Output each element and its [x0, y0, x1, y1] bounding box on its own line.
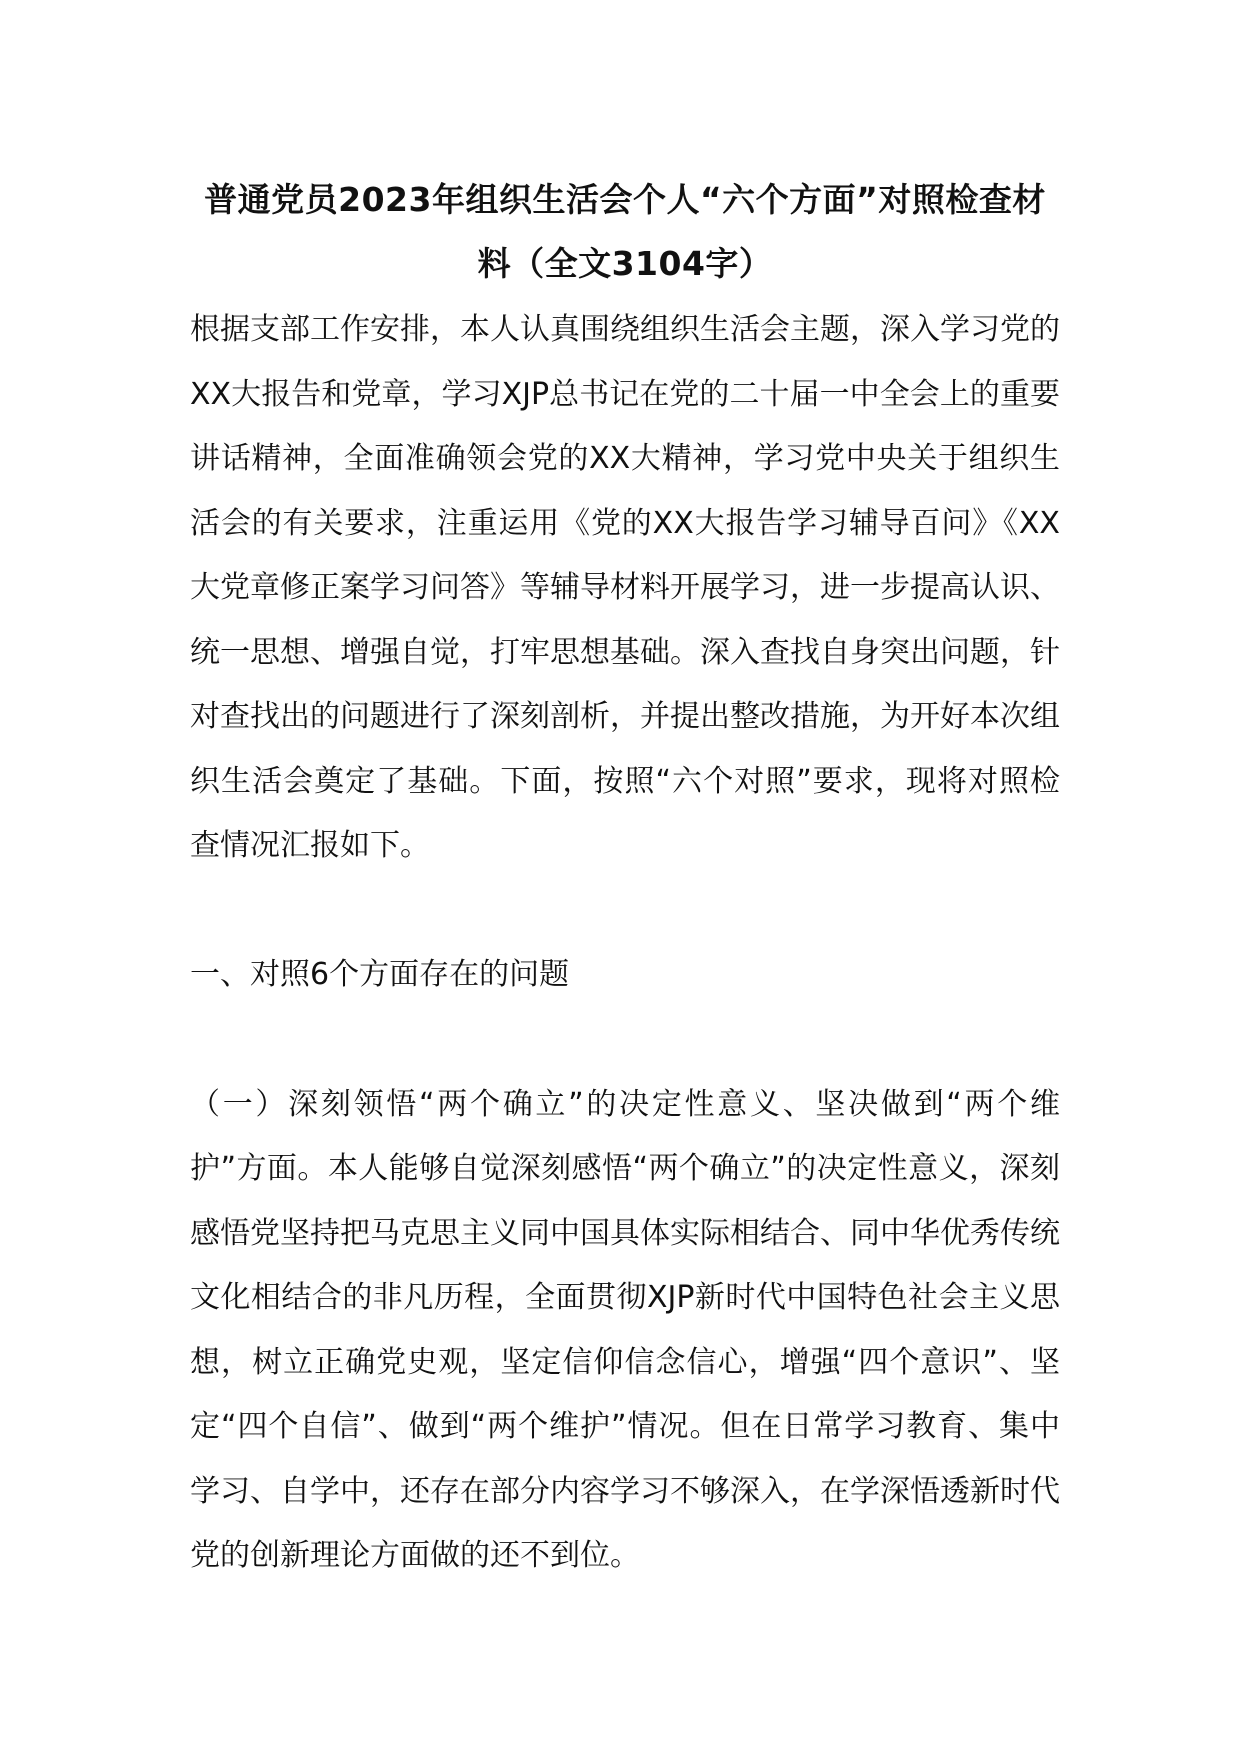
document-body [190, 168, 1060, 1589]
section-paragraph: （一）深刻领悟“两个确立”的决定性意义、坚决做到“两个维护”方面。本人能够自觉深刻感悟“两个确立”的决定性意义，深刻感悟党坚持把马克思主义同中国具体实际相结合、同中华优秀传统文化相结合的非凡历程，全面贯彻XJP新时代中国特色社会主义思想，树立正确党史观，坚定信仰信念信心，增强“四个意识”、坚定“四个自信”、做到“两个维护”情况。但在日常学习教育、集中学习、自学中，还存在部分内容学习不够深入，在学深悟透新时代党的创新理论方面做的还不到位。 [190, 1086, 1060, 1573]
intro-paragraph: 根据支部工作安排，本人认真围绕组织生活会主题，深入学习党的XX大报告和党章，学习XJP总书记在党的二十届一中全会上的重要讲话精神，全面准确领会党的XX大精神，学习党中央关于组织生活会的有关要求，注重运用《党的XX大报告学习辅导百问》《XX大党章修正案学习问答》等辅导材料开展学习，进一步提高认识、统一思想、增强自觉，打牢思想基础。深入查找自身突出问题，针对查找出的问题进行了深刻剖析，并提出整改措施，为开好本次组织生活会奠定了基础。下面，按照“六个对照”要求，现将对照检查情况汇报如下。 [190, 312, 1060, 863]
document-title: 普通党员2023年组织生活会个人“六个方面”对照检查材料（全文3104字） [204, 180, 1046, 283]
section-heading: 一、对照6个方面存在的问题 [190, 956, 570, 992]
